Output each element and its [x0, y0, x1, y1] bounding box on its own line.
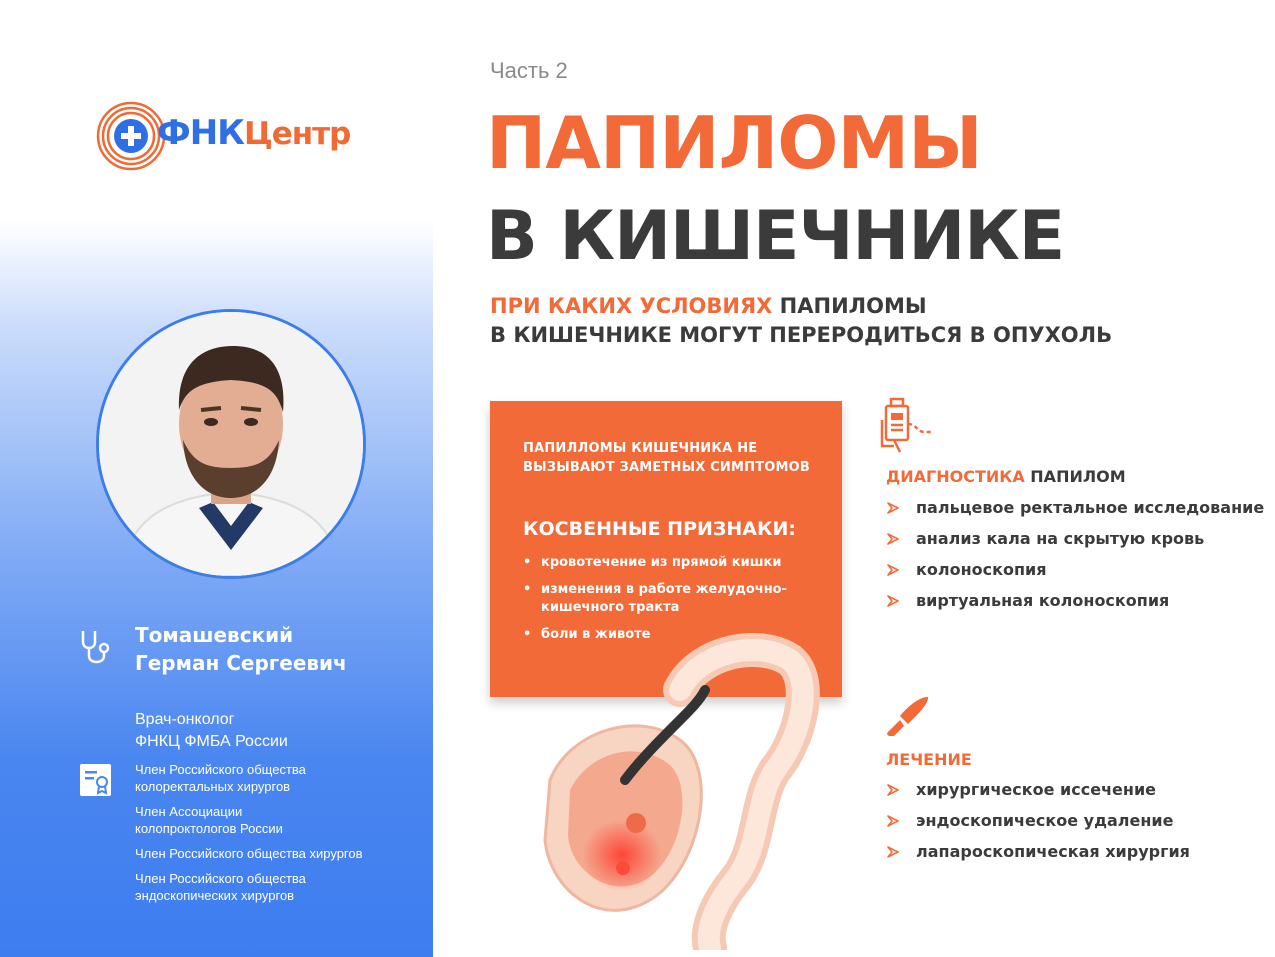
membership-item: Член Российского общества эндоскопических хирургов	[135, 871, 306, 903]
treatment-title-accent: ЛЕЧЕНИЕ	[886, 750, 972, 769]
fnkc-logo[interactable]	[95, 98, 375, 178]
diagnostics-title	[886, 467, 1126, 486]
symptoms-note: ПАПИЛЛОМЫ КИШЕЧНИКА НЕ ВЫЗЫВАЮТ ЗАМЕТНЫХ СИМПТОМОВ	[523, 441, 811, 475]
treatment-title	[886, 750, 972, 769]
diagnostics-item	[886, 528, 1266, 550]
chevron-right-icon	[886, 845, 900, 859]
treatment-item	[886, 841, 1266, 863]
subtitle-rest: ПАПИЛОМЫ	[772, 294, 927, 318]
treatment-item	[886, 810, 1266, 832]
title-line-2: В КИШЕЧНИКЕ	[486, 197, 1065, 276]
chevron-right-icon	[886, 783, 900, 797]
symptom-item: • кровотечение из прямой кишки	[523, 554, 820, 572]
diagnostics-title-accent: ДИАГНОСТИКА	[886, 467, 1025, 486]
diagnostics-item-label: пальцевое ректальное исследование	[916, 498, 1265, 517]
diagnostics-title-rest: ПАПИЛОМ	[1024, 467, 1126, 486]
chevron-right-icon	[886, 501, 900, 515]
doctor-photo	[96, 309, 366, 579]
memberships-list	[135, 761, 425, 912]
subtitle-line-2: В КИШЕЧНИКЕ МОГУТ ПЕРЕРОДИТЬСЯ В ОПУХОЛЬ	[490, 323, 1113, 347]
membership-item: Член Ассоциации колопроктологов России	[135, 804, 283, 836]
symptom-item: • изменения в работе желудочно-кишечного тракта	[523, 581, 820, 617]
chevron-right-icon	[886, 594, 900, 608]
membership-item: Член Российского общества хирургов	[135, 846, 363, 861]
diagnostics-item	[886, 497, 1266, 519]
membership-item: Член Российского общества колоректальных хирургов	[135, 762, 306, 794]
doctor-position	[135, 709, 425, 753]
subtitle	[490, 292, 1190, 350]
doctor-organization: ФНКЦ ФМБА России	[135, 733, 288, 750]
logo-text-centr: Центр	[243, 116, 351, 152]
treatment-list	[886, 779, 1266, 872]
treatment-item-label: эндоскопическое удаление	[916, 811, 1174, 830]
treatment-item	[886, 779, 1266, 801]
stethoscope-icon	[78, 628, 114, 668]
certificate-icon	[79, 763, 112, 797]
diagnostics-item-label: анализ кала на скрытую кровь	[916, 529, 1205, 548]
part-label: Часть 2	[490, 58, 568, 83]
doctor-sidebar	[0, 0, 433, 957]
diagnostics-item	[886, 559, 1266, 581]
chevron-right-icon	[886, 532, 900, 546]
diagnostics-item-label: виртуальная колоноскопия	[916, 591, 1170, 610]
scalpel-icon	[884, 694, 930, 738]
logo-wordmark	[157, 113, 350, 153]
treatment-item-label: хирургическое иссечение	[916, 780, 1157, 799]
symptom-item: • боли в животе	[523, 626, 820, 644]
doctor-portrait-illustration	[99, 312, 363, 576]
diagnostics-item	[886, 590, 1266, 612]
doctor-name	[135, 621, 425, 677]
title-line-1: ПАПИЛОМЫ	[486, 101, 982, 185]
chevron-right-icon	[886, 814, 900, 828]
diagnostics-list	[886, 497, 1266, 621]
intestine-illustration	[530, 630, 830, 950]
endoscope-icon	[880, 396, 934, 454]
subtitle-accent: ПРИ КАКИХ УСЛОВИЯХ	[490, 294, 773, 318]
logo-text-fnk: ФНК	[157, 113, 244, 153]
diagnostics-item-label: колоноскопия	[916, 560, 1047, 579]
symptoms-heading: КОСВЕННЫЕ ПРИЗНАКИ:	[523, 518, 797, 540]
doctor-specialty: Врач-онколог	[135, 711, 235, 728]
chevron-right-icon	[886, 563, 900, 577]
treatment-item-label: лапароскопическая хирургия	[916, 842, 1190, 861]
doctor-surname: Томашевский	[135, 623, 294, 647]
doctor-given-names: Герман Сергеевич	[135, 651, 347, 675]
